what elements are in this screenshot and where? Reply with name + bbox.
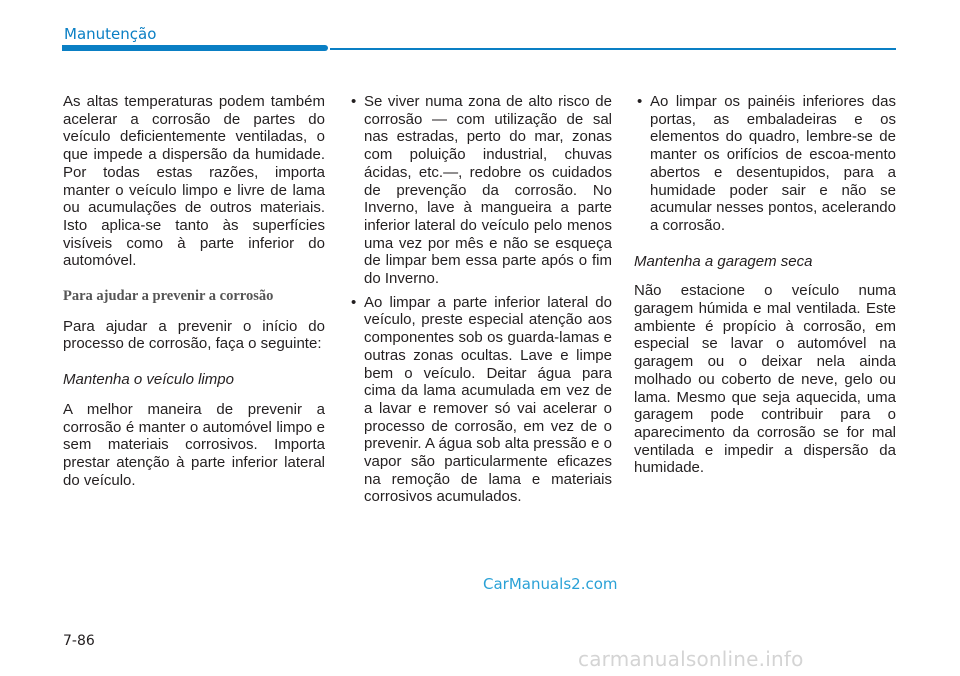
prevent-paragraph: Para ajudar a prevenir o início do processo de corrosão, faça o seguinte:: [63, 317, 325, 353]
bullet-list: [348, 93, 612, 506]
list-item-text: Se viver numa zona de alto risco de corrosão — com utilização de sal nas estradas, perto do mar, zonas com poluição industrial, chuvas ácidas, etc.—, redobre os cuidados de prevenção da corrosão. No Inverno, lave à mangueira a parte inferior lateral do veículo pelo menos uma vez por mês e não se esqueça de limpar bem essa parte após o fim do Inverno.: [364, 93, 612, 288]
list-item: [348, 93, 612, 288]
column-middle: [348, 93, 612, 512]
watermark-link[interactable]: CarManuals2.com: [483, 575, 618, 593]
header-rule-thin: [330, 48, 896, 50]
garage-paragraph: Não estacione o veículo numa garagem húmida e mal ventilada. Este ambiente é propício à corrosão, em especial se lavar o automóvel na garagem ou o deixar nela ainda molhado ou coberto de neve, gelo ou lama. Mesmo que seja aquecida, uma garagem pode contribuir para o aparecimento da corrosão se for mal ventilada e impedir a dispersão da humidade.: [634, 282, 896, 477]
section-title: Manutenção: [64, 25, 157, 43]
header-rule-thick: [62, 45, 328, 51]
bullet-list: [634, 93, 896, 235]
list-item-text: Ao limpar os painéis inferiores das portas, as embaladeiras e os elementos do quadro, lembre-se de manter os orifícios de escoa-mento abertos e desentupidos, para a humidade poder sair e não se acumular nesses pontos, acelerando a corrosão.: [650, 93, 896, 234]
bullet-icon: •: [637, 93, 643, 110]
subheading-prevent-corrosion: Para ajudar a prevenir a corrosão: [63, 288, 274, 305]
list-item-text: Ao limpar a parte inferior lateral do veículo, preste especial atenção aos componentes sob os guarda-lamas e outras zonas ocultas. Lave e limpe bem o veículo. Deitar água para cima da lama acumulada em vez de a lavar e remover só vai acelerar o processo de corrosão, em vez de o prevenir. A água sob alta pressão e o vapor são particularmente eficazes na remoção de lama e materiais corrosivos acumulados.: [364, 293, 612, 506]
page-number: 7-86: [63, 633, 95, 649]
list-item: [348, 294, 612, 506]
heading-keep-garage-dry: Mantenha a garagem seca: [634, 252, 813, 270]
intro-paragraph: As altas temperaturas podem também acelerar a corrosão de partes do veículo deficientemente ventiladas, o que impede a dispersão da humidade. Por todas estas razões, importa manter o veículo limpo e livre de lama ou acumulações de outros materiais. Isto aplica-se tanto às superfícies visíveis como à parte inferior do automóvel.: [63, 93, 325, 270]
bullet-icon: •: [351, 93, 357, 110]
column-right: [634, 93, 896, 487]
clean-paragraph: A melhor maneira de prevenir a corrosão é manter o automóvel limpo e sem materiais corrosivos. Importa prestar atenção à parte inferior lateral do veículo.: [63, 400, 325, 489]
footer-watermark: carmanualsonline.info: [578, 647, 804, 671]
heading-keep-vehicle-clean: Mantenha o veículo limpo: [63, 371, 234, 389]
list-item: [634, 93, 896, 235]
bullet-icon: •: [351, 293, 357, 311]
column-left: [63, 93, 325, 499]
